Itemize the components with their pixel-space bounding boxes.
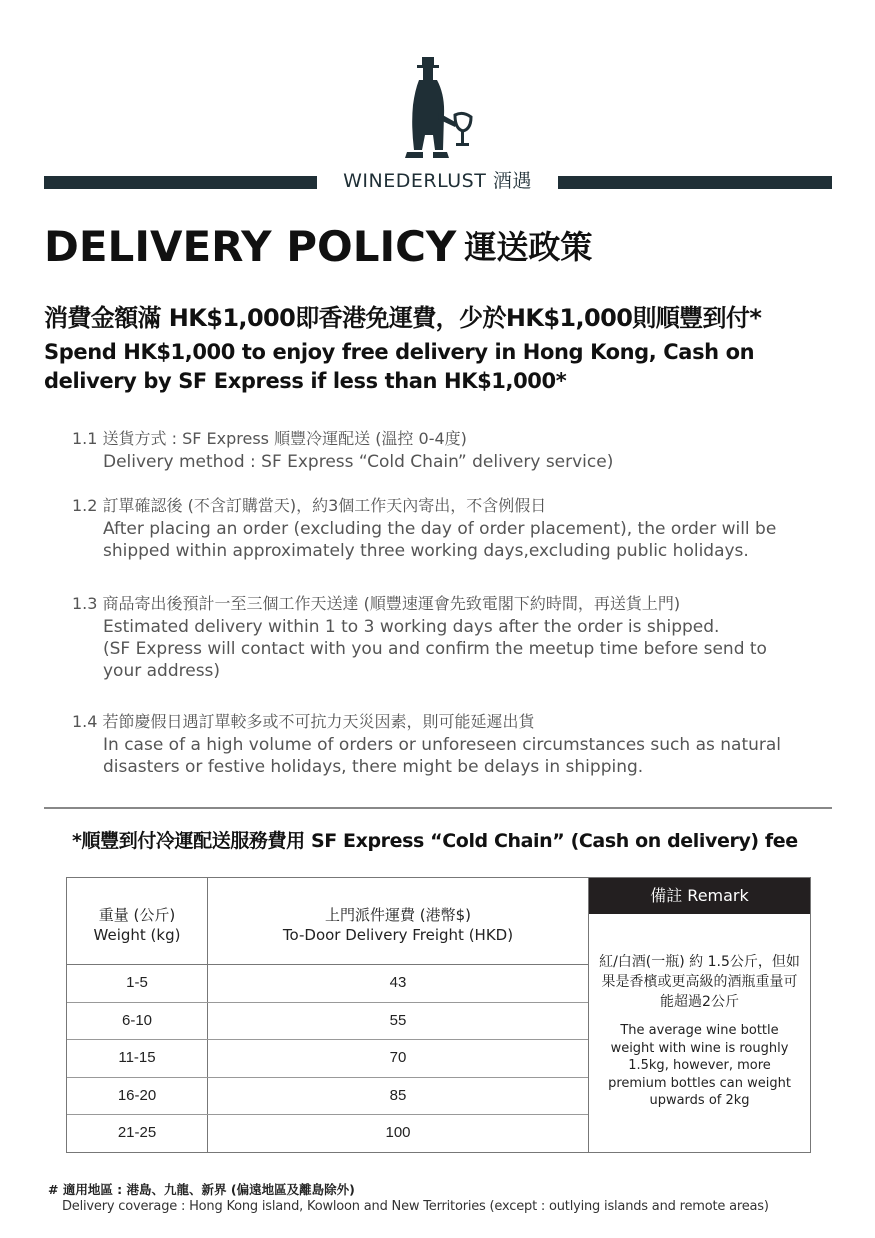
- freight-cell: 43: [389, 974, 407, 991]
- policy-cn: 1.3 商品寄出後預計一至三個工作天送達 (順豐速運會先致電閣下約時間，再送貨上門): [72, 594, 681, 613]
- freight-header-en: To-Door Delivery Freight (HKD): [282, 926, 514, 944]
- policy-item: [72, 494, 812, 562]
- remark-box: [588, 877, 811, 1153]
- coverage-note-en: Delivery coverage : Hong Kong island, Kowloon and New Territories (except : outlying islands and remote areas): [62, 1199, 769, 1214]
- man-with-wine-bottle-logo: [395, 55, 485, 170]
- coverage-note-cn: # 適用地區 : 港島、九龍、新界 (偏遠地區及離島除外): [48, 1182, 355, 1197]
- weight-cell: 1-5: [126, 974, 148, 991]
- policy-en-line: After placing an order (excluding the day of order placement), the order will be: [103, 519, 777, 539]
- policy-en: [103, 734, 812, 778]
- remark-header: 備註 Remark: [589, 878, 810, 914]
- policy-en: [103, 616, 812, 682]
- brand-name: WINEDERLUST 酒遇: [343, 170, 532, 192]
- table-header: [67, 878, 588, 965]
- weight-cell: 11-15: [118, 1049, 156, 1066]
- weight-cell: 21-25: [117, 1124, 157, 1141]
- policy-cn: 1.4 若節慶假日遇訂單較多或不可抗力天災因素，則可能延遲出貨: [72, 712, 535, 731]
- brand-bar-left: [44, 176, 317, 189]
- policy-en: [103, 451, 812, 473]
- policy-en-line: disasters or festive holidays, there might be delays in shipping.: [103, 757, 644, 777]
- headline-cn: 消費金額滿 HK$1,000即香港免運費，少於HK$1,000則順豐到付*: [44, 304, 762, 332]
- freight-cell: 55: [389, 1011, 407, 1029]
- weight-cell: 16-20: [117, 1086, 157, 1104]
- fee-table: [66, 877, 589, 1153]
- remark-en: The average wine bottle weight with wine is roughly 1.5kg, however, more premium bottles can weight upwards of 2kg: [608, 1023, 791, 1108]
- table-row: [67, 1115, 588, 1153]
- table-row: [67, 965, 588, 1003]
- table-row: [67, 1040, 588, 1078]
- policy-en-line: your address): [103, 661, 221, 681]
- policy-item: [72, 427, 812, 473]
- policy-en-line: (SF Express will contact with you and confirm the meetup time before send to: [103, 639, 767, 659]
- policy-cn: 1.1 送貨方式 : SF Express 順豐冷運配送 (溫控 0-4度): [72, 429, 467, 448]
- table-row: [67, 1078, 588, 1116]
- page-title-cn: 運送政策: [464, 228, 593, 266]
- table-row: [67, 1003, 588, 1041]
- headline-en: Spend HK$1,000 to enjoy free delivery in Hong Kong, Cash on delivery by SF Express if less than HK$1,000*: [44, 340, 755, 393]
- weight-header-en: Weight (kg): [93, 926, 181, 944]
- policy-cn: 1.2 訂單確認後 (不含訂購當天)，約3個工作天內寄出，不含例假日: [72, 496, 547, 515]
- freight-column-header: [208, 905, 588, 945]
- brand-bar-right: [558, 176, 832, 189]
- page-title: [44, 222, 592, 271]
- fee-section-title: *順豐到付冷運配送服務費用 SF Express “Cold Chain” (Cash on delivery) fee: [72, 830, 798, 852]
- remark-cn: 紅/白酒(一瓶) 約 1.5公斤，但如果是香檳或更高級的酒瓶重量可能超過2公斤: [599, 954, 800, 1010]
- weight-column-header: [67, 905, 207, 945]
- weight-header-cn: 重量 (公斤): [98, 906, 176, 924]
- freight-cell: 85: [389, 1086, 407, 1104]
- policy-en-line: shipped within approximately three working days,excluding public holidays.: [103, 541, 749, 561]
- policy-item: [72, 592, 812, 682]
- freight-cell: 70: [389, 1049, 407, 1066]
- policy-en-line: In case of a high volume of orders or unforeseen circumstances such as natural: [103, 735, 782, 755]
- policy-en: [103, 518, 812, 562]
- policy-item: [72, 710, 812, 778]
- policy-en-line: Estimated delivery within 1 to 3 working days after the order is shipped.: [103, 617, 720, 637]
- weight-cell: 6-10: [121, 1011, 153, 1029]
- page-title-en: DELIVERY POLICY: [44, 222, 457, 271]
- policy-en-line: Delivery method : SF Express “Cold Chain” delivery service): [103, 452, 614, 472]
- freight-cell: 100: [385, 1124, 411, 1141]
- section-divider: [44, 807, 832, 809]
- freight-header-cn: 上門派件運費 (港幣$): [324, 906, 472, 924]
